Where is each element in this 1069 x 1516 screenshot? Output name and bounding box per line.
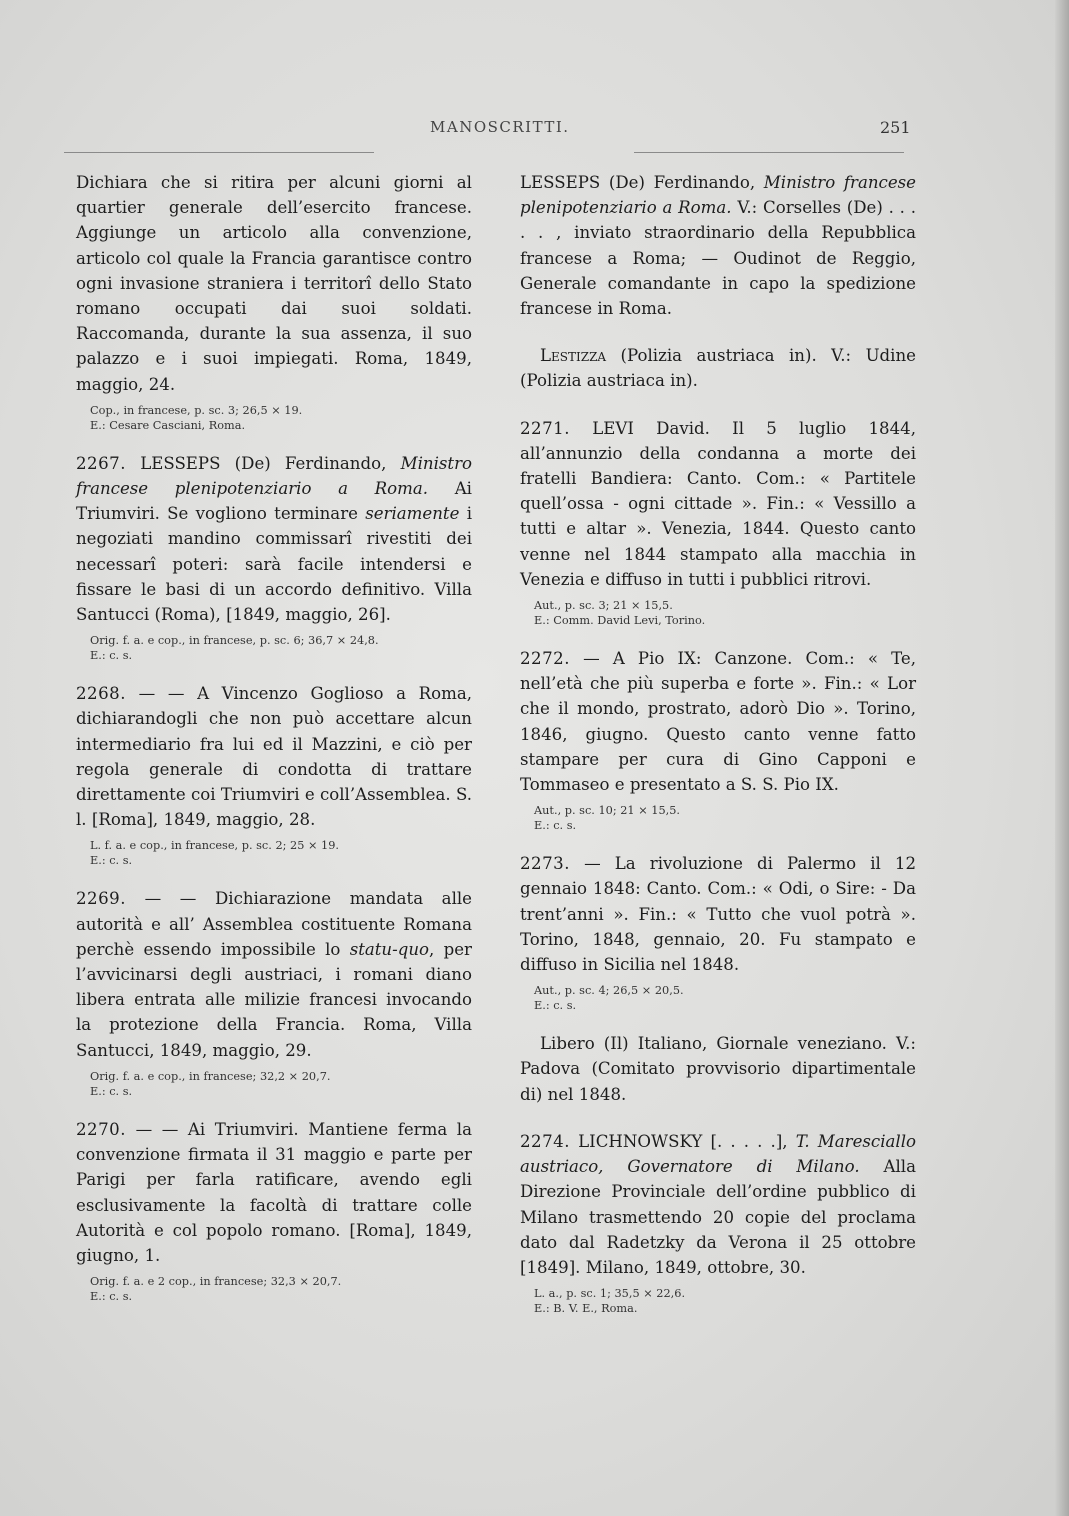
entry-body: — — Ai Triumviri. Mantiene ferma la convenzione firmata il 31 maggio e parte per Parigi per farla ratificare, avendo egli esclusivamente la facoltà di trattare colle Autorità e col popolo romano. [Roma], 1849, giugno, 1. xyxy=(76,1119,472,1265)
entry-body: Ai Triumviri. Se vogliono terminare xyxy=(76,479,472,524)
entry-body: V.: Corselles (De) . . . . . , inviato straordinario della Repubblica francese a Roma; — Oudinot de Reggio, Generale comandante in capo la spedizione francese in Roma. xyxy=(520,198,916,319)
entry-body: — La rivoluzione di Palermo il 12 gennaio 1848: Canto. Com.: « Odi, o Sire: - Da trent’anni ». Fin.: « Tutto che vuol potrà ». Torino, 1848, gennaio, 20. Fu stampato e diffuso in Sicilia nel 1848. xyxy=(520,854,916,975)
entry-author: LESSEPS (De) Ferdinando, xyxy=(140,453,387,473)
entry-text xyxy=(520,851,916,977)
entry-source: L. a., p. sc. 1; 35,5 × 22,6. xyxy=(534,1287,686,1301)
entry-number: 2267. xyxy=(76,453,127,473)
entry-owner: E.: c. s. xyxy=(534,819,577,833)
entry-source: Aut., p. sc. 10; 21 × 15,5. xyxy=(534,804,681,818)
running-header: MANOSCRITTI. xyxy=(430,118,570,136)
entry-text: Dichiara che si ritira per alcuni giorni al quartier generale dell’esercito francese. Aggiunge un articolo alla convenzione, articolo col quale la Francia garantisce contro ogni invasione straniera i territorî dello Stato romano occupati dai suoi soldati. Raccomanda, durante la sua assenza, il suo palazzo e i suoi impiegati. Roma, 1849, maggio, 24. xyxy=(76,173,472,394)
entry-body: Alla Direzione Provinciale dell’ordine pubblico di Milano trasmettendo 20 copie del proclama dato dal Radetzky da Verona il 25 ottobre [1849]. Milano, 1849, ottobre, 30. xyxy=(520,1157,916,1277)
entry-text xyxy=(520,1129,916,1280)
entry-meta xyxy=(90,1274,472,1304)
entry-body: (Polizia austriaca in). V.: Udine (Polizia austriaca in). xyxy=(520,346,916,391)
entry-emphasis: statu-quo xyxy=(349,939,430,959)
entry-text: Libero (Il) Italiano, Giornale veneziano. V.: Padova (Comitato provvisorio dipartimentale di) nel 1848. xyxy=(520,1034,916,1104)
entry-number: 2272. xyxy=(520,649,571,669)
entry-body: , per l’avvicinarsi degli austriaci, i romani diano libera entrata alle milizie francesi invocando la protezione della Francia. Roma, Villa Santucci, 1849, maggio, 29. xyxy=(76,939,472,1060)
entry-source: Aut., p. sc. 3; 21 × 15,5. xyxy=(534,599,673,613)
page-edge-shadow xyxy=(1055,0,1069,1516)
entry-owner: E.: Cesare Casciani, Roma. xyxy=(90,418,246,432)
page-number: 251 xyxy=(880,118,911,137)
right-column xyxy=(520,170,916,1334)
entry-number: 2268. xyxy=(76,684,127,704)
entry-meta xyxy=(534,983,916,1013)
entry-body: LEVI David. Il 5 luglio 1844, all’annunzio della condanna a morte dei fratelli Bandiera: Canto. Com.: « Partitele quell’ossa - ogni cittade ». Fin.: « Vessillo a tutti e altar ». Venezia, 1844. Questo canto venne nel 1844 stampato alla macchia in Venezia e diffuso in tutti i pubblici ritrovi. xyxy=(520,418,916,589)
entry-text xyxy=(520,646,916,797)
entry-owner: E.: c. s. xyxy=(90,1290,133,1304)
entry-owner: E.: c. s. xyxy=(534,999,577,1013)
entry-body: — — Dichiarazione mandata alle autorità e all’ Assemblea costituente Romana perchè essendo impossibile lo xyxy=(76,889,473,959)
entry-body: i negoziati mandino commissarî rivestiti dei necessarî poteri: sarà facile intendersi e fissare le basi di un accordo definitivo. Villa Santucci (Roma), [1849, maggio, 26]. xyxy=(76,504,472,625)
entry-text xyxy=(76,681,472,832)
entry-2269 xyxy=(76,886,472,1098)
entry-body: — A Pio IX: Canzone. Com.: « Te, nell’età che più superba e forte ». Fin.: « Lor che il mondo, prostrato, adorò Dio ». Torino, 1846, giugno. Questo canto venne fatto stampare per cura di Gino Capponi e Tommaseo e presentato a S. S. Pio IX. xyxy=(520,649,916,795)
entry-text xyxy=(520,170,916,321)
entry-2268 xyxy=(76,681,472,868)
entry-meta xyxy=(90,403,472,433)
entry-meta xyxy=(90,633,472,663)
entry-text xyxy=(520,343,916,393)
entry-meta xyxy=(90,838,472,868)
entry-owner: E.: Comm. David Levi, Torino. xyxy=(534,614,706,628)
entry-author-title: Ministro francese plenipotenziario a Roma. xyxy=(520,173,916,218)
entry-author-title: T. Maresciallo austriaco, Governatore di Milano. xyxy=(520,1131,916,1177)
entry-author: LICHNOWSKY [. . . . .], xyxy=(578,1131,788,1151)
entry-owner: E.: c. s. xyxy=(90,649,133,663)
entry-2274 xyxy=(520,1129,916,1316)
cross-reference-lestizza xyxy=(520,343,916,393)
entry-source: Orig. f. a. e cop., in francese, p. sc. 6; 36,7 × 24,8. xyxy=(90,634,379,648)
entry-text xyxy=(76,886,472,1062)
entry-source: Orig. f. a. e cop., in francese; 32,2 × 20,7. xyxy=(90,1069,331,1083)
entry-number: 2269. xyxy=(76,889,127,909)
header-rule-right xyxy=(634,152,904,153)
cross-reference-lesseps xyxy=(520,170,916,321)
entry-2273 xyxy=(520,851,916,1013)
left-column xyxy=(76,170,472,1322)
entry-continued xyxy=(76,170,472,433)
entry-2270 xyxy=(76,1117,472,1304)
entry-source: Orig. f. a. e 2 cop., in francese; 32,3 × 20,7. xyxy=(90,1275,342,1289)
entry-author: Lestizza xyxy=(540,346,607,366)
entry-number: 2270. xyxy=(76,1119,127,1139)
entry-author: LESSEPS (De) Ferdinando, xyxy=(520,173,756,192)
entry-emphasis: seriamente xyxy=(365,504,460,524)
header-rule-left xyxy=(64,152,374,153)
entry-source: Cop., in francese, p. sc. 3; 26,5 × 19. xyxy=(90,403,303,417)
entry-source: Aut., p. sc. 4; 26,5 × 20,5. xyxy=(534,984,684,998)
entry-owner: E.: c. s. xyxy=(90,854,133,868)
entry-number: 2271. xyxy=(520,418,571,438)
entry-number: 2274. xyxy=(520,1131,571,1151)
entry-2267 xyxy=(76,451,472,663)
entry-meta xyxy=(534,598,916,628)
entry-text xyxy=(76,451,472,627)
entry-owner: E.: B. V. E., Roma. xyxy=(534,1302,638,1316)
entry-author-title: Ministro francese plenipotenziario a Roma. xyxy=(76,453,473,499)
entry-number: 2273. xyxy=(520,854,571,874)
entry-2271 xyxy=(520,416,916,628)
entry-body: — — A Vincenzo Goglioso a Roma, dichiarandogli che non può accettare alcun intermediario fra lui ed il Mazzini, e ciò per regola generale di condotta di trattare direttamente coi Triumviri e coll’Assemblea. S. l. [Roma], 1849, maggio, 28. xyxy=(76,684,472,830)
entry-text xyxy=(76,1117,472,1268)
entry-meta xyxy=(90,1069,472,1099)
entry-meta xyxy=(534,803,916,833)
entry-meta xyxy=(534,1286,916,1316)
entry-2272 xyxy=(520,646,916,833)
cross-reference-libero-italiano xyxy=(520,1031,916,1107)
entry-owner: E.: c. s. xyxy=(90,1084,133,1098)
entry-text xyxy=(520,416,916,592)
entry-source: L. f. a. e cop., in francese, p. sc. 2; 25 × 19. xyxy=(90,839,340,853)
